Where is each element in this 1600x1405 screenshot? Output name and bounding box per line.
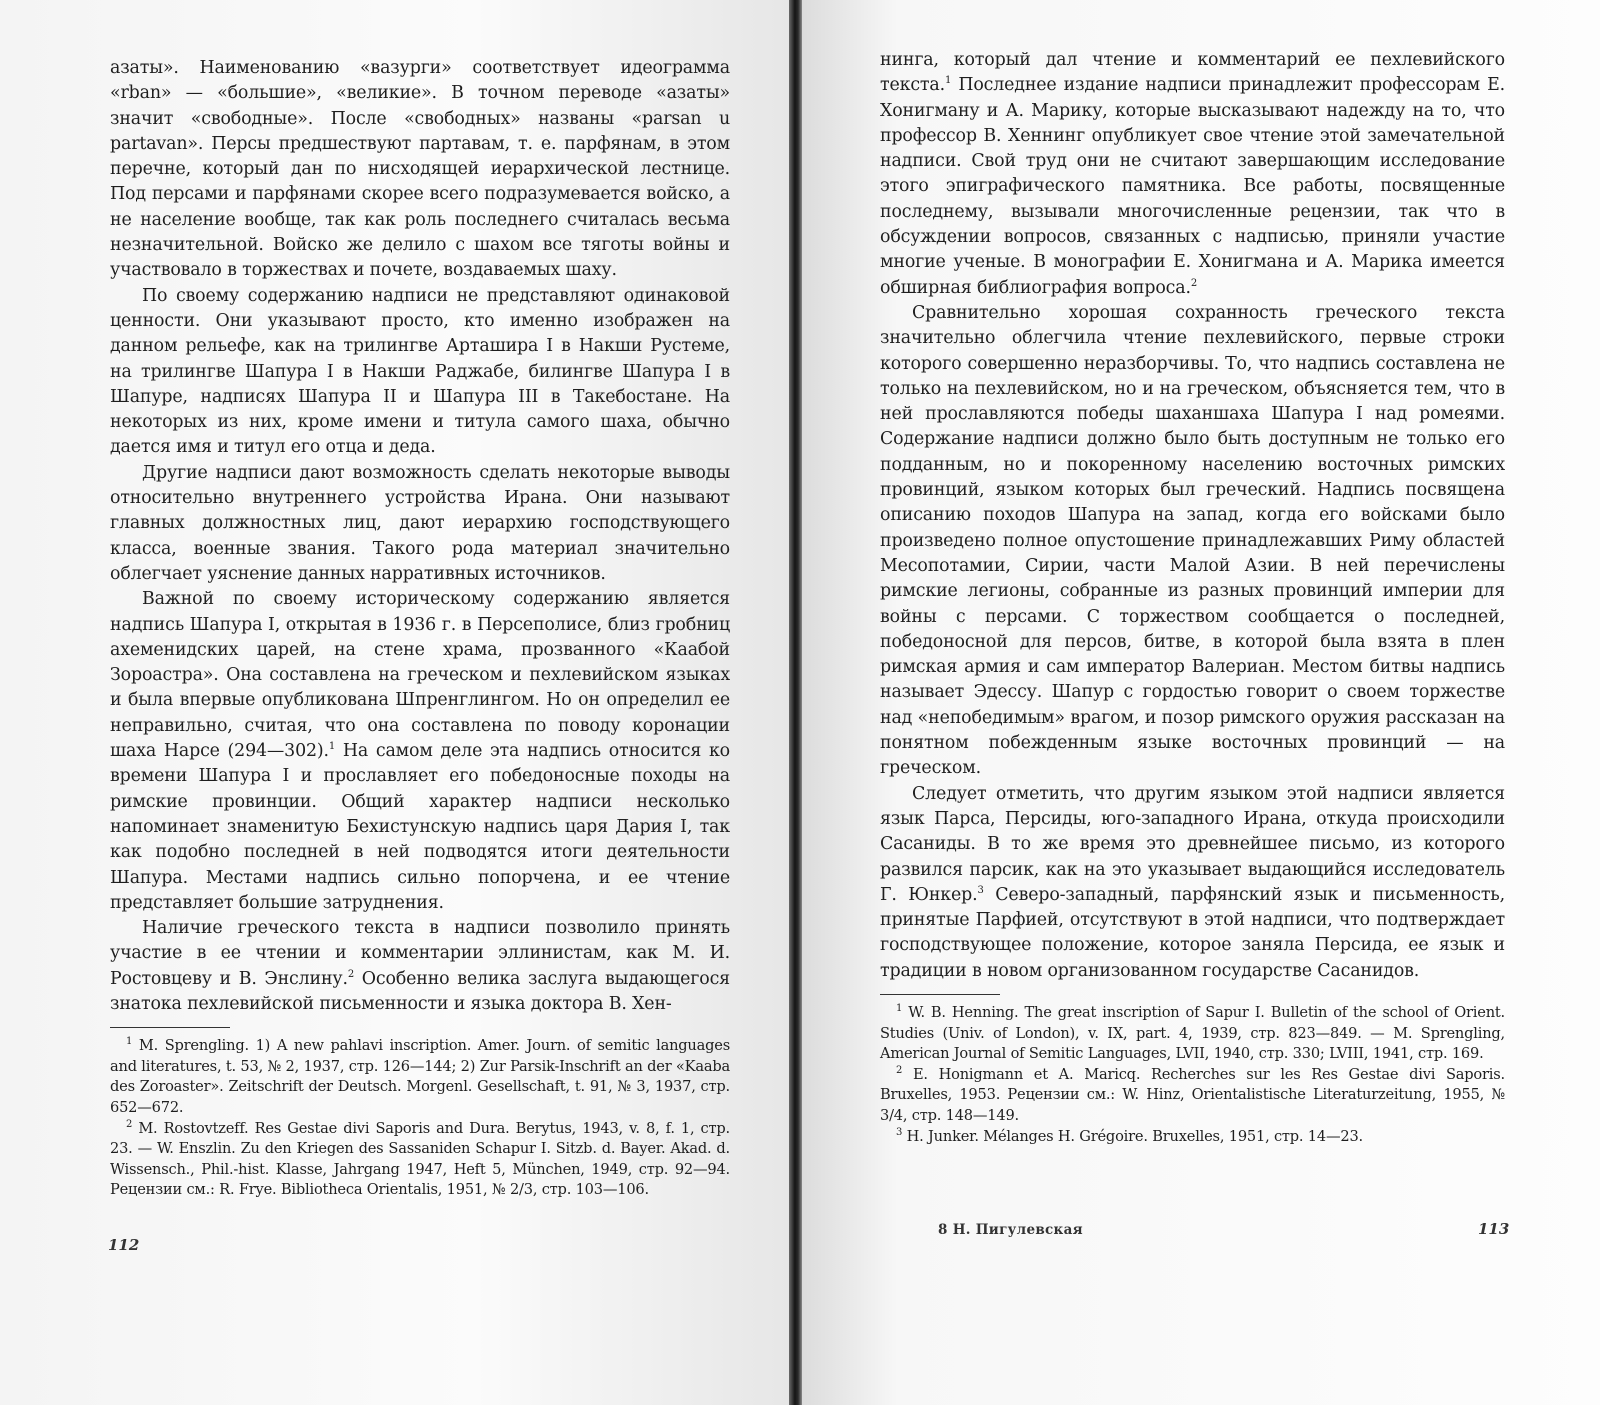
footnote-divider: [880, 994, 1000, 995]
paragraph: азаты». Наименованию «вазурги» соответствует идеограмма «rban» — «большие», «великие». В точном переводе «азаты» значит «свободные». После «свободных» названы «parsan u partavan». Персы предшествуют партавам, т. е. парфянам, в этом перечне, который дан по нисходящей иерархической лестнице. Под персами и парфянами скорее всего подразумевается войско, а не население вообще, так как роль последнего считалась весьма незначительной. Войско же делило с шахом все тяготы войны и участвовало в торжествах и почете, воздаваемых шаху.: [110, 58, 730, 281]
paragraph-text: нинга, который дал чтение и комментарий ее пехлевийского текста.: [880, 50, 1505, 96]
book-gutter: [789, 0, 802, 1405]
footnote-ref: 2: [347, 968, 355, 980]
footnote-mark: 2: [126, 1118, 133, 1130]
footnote-ref: 1: [945, 75, 952, 87]
footnote-mark: 2: [896, 1064, 903, 1076]
paragraph: [110, 587, 730, 916]
paragraph-text: Особенно велика заслуга выдающегося знатока пехлевийской письменности и языка доктора В. Хен-: [110, 968, 730, 1014]
paragraph: По своему содержанию надписи не представляют одинаковой ценности. Они указывают просто, кто именно изображен на данном рельефе, как на трилингве Арташира I в Накши Рустеме, на трилингве Шапура I в Накши Раджабе, билингве Шапура I в Шапуре, надписях Шапура II и Шапура III в Такебостане. На некоторых из них, кроме имени и титула самого шаха, обычно дается имя и титул его отца и деда.: [110, 285, 730, 458]
footnote: [880, 1003, 1505, 1065]
paragraph-text: На самом деле эта надпись относится ко времени Шапура I и прославляет его победоносные походы на римские провинции. Общий характер надписи несколько напоминает знаменитую Бехистунскую надпись царя Дария I, так как подобно последней в ней подводятся итоги деятельности Шапура. Местами надпись сильно попорчена, и ее чтение представляет большие затруднения.: [110, 741, 730, 913]
footnote-text: M. Rostovtzeff. Res Gestae divi Saporis and Dura. Berytus, 1943, v. 8, f. 1, стр. 23. — W. Enszlin. Zu den Kriegen des Sassaniden Schapur I. Sitzb. d. Bayer. Akad. d. Wissensch., Phil.-hist. Klasse, Jahrgang 1947, Heft 5, München, 1949, стр. 92—94. Рецензии см.: R. Frye. Bibliotheca Orientalis, 1951, № 2/3, стр. 103—106.: [110, 1119, 730, 1199]
left-text-column: [110, 56, 730, 1201]
footnote-text: H. Junker. Mélanges H. Grégoire. Bruxelles, 1951, стр. 14—23.: [906, 1127, 1363, 1145]
paragraph: Сравнительно хорошая сохранность греческого текста значительно облегчила чтение пехлевийского, первые строки которого совершенно неразборчивы. То, что надпись составлена не только на пехлевийском, но и на греческом, объясняется тем, что в ней прославляются победы шаханшаха Шапура I над ромеями. Содержание надписи должно было быть доступным не только его подданным, но и покоренному населению восточных римских провинций, языком которых был греческий. Надпись посвящена описанию походов Шапура на запад, когда его войсками было произведено полное опустошение принадлежавших Риму областей Месопотамии, Сирии, части Малой Азии. В ней перечислены римские легионы, собранные из разных провинций империи для войны с персами. С торжеством сообщается о последней, победоносной для персов, битве, в которой была взята в плен римская армия и сам император Валериан. Местом битвы надпись называет Эдессу. Шапур с гордостью говорит о своем торжестве над «непобедимым» врагом, и позор римского оружия рассказан на понятном побежденным языке восточных провинций — на греческом.: [880, 302, 1505, 779]
footnote-ref: 1: [328, 741, 336, 753]
footnote: [880, 1127, 1505, 1148]
paragraph-text: Наличие греческого текста в надписи позволило принять участие в ее чтении и комментарии эллинистам, как М. И. Ростовцеву и В. Энслину.: [110, 918, 730, 989]
paragraph: [880, 48, 1505, 301]
paragraph: Другие надписи дают возможность сделать некоторые выводы относительно внутреннего устройства Ирана. Они называют главных должностных лиц, дают иерархию господствующего класса, военные звания. Такого рода материал значительно облегчает уяснение данных нарративных источников.: [110, 462, 730, 584]
footnote-text: E. Honigmann et A. Maricq. Recherches sur les Res Gestae divi Saporis. Bruxelles, 1953. Рецензии см.: W. Hinz, Orientalistische Literaturzeitung, 1955, № 3/4, стр. 148—149.: [880, 1065, 1505, 1124]
right-text-column: [880, 48, 1505, 1147]
paragraph: [880, 782, 1505, 984]
footnote-mark: 3: [896, 1126, 903, 1138]
footnote-divider: [110, 1027, 230, 1028]
paragraph-text: Важной по своему историческому содержанию является надпись Шапура I, открытая в 1936 г. в Персеполисе, близ гробниц ахеменидских царей, на стене храма, прозванного «Каабой Зороастра». Она составлена на греческом и пехлевийском языках и была впервые опубликована Шпренглингом. Но он определил ее неправильно, считая, что она составлена по поводу коронации шаха Нарсе (294—302).: [110, 589, 730, 762]
footnote-ref: 3: [977, 885, 984, 896]
footnote: [110, 1036, 730, 1118]
footnote-text: M. Sprengling. 1) A new pahlavi inscription. Amer. Journ. of semitic languages and literatures, t. 53, № 2, 1937, стр. 126—144; 2) Zur Parsik-Inschrift an der «Kaaba des Zoroaster». Zeitschrift der Deutsch. Morgenl. Gesellschaft, t. 91, № 3, 1937, стр. 652—672.: [110, 1037, 730, 1117]
footnote-mark: 1: [896, 1003, 903, 1015]
left-page: [0, 0, 793, 1405]
footnote: [880, 1065, 1505, 1127]
footnote: [110, 1119, 730, 1201]
paragraph-text: Последнее издание надписи принадлежит профессорам Е. Хонигману и А. Марику, которые высказывают надежду на то, что профессор В. Хеннинг опубликует свое чтение этой замечательной надписи. Свой труд они не считают завершающим исследование этого эпиграфического памятника. Все работы, посвященные последнему, вызывали многочисленные рецензии, так что в обсуждении вопросов, связанных с надписью, приняли участие многие ученые. В монографии Е. Хонигмана и А. Марика имеется обширная библиография вопроса.: [880, 75, 1505, 298]
page-number: 112: [108, 1236, 140, 1254]
footnote-text: W. B. Henning. The great inscription of Sapur I. Bulletin of the school of Orient. Studies (Univ. of London), v. IX, part. 4, 1939, стр. 823—849. — M. Sprengling, American Journal of Semitic Languages, LVII, 1940, стр. 330; LVIII, 1941, стр. 169.: [880, 1003, 1505, 1063]
footnote-mark: 1: [126, 1036, 133, 1048]
paragraph: [110, 916, 730, 1017]
paragraph-text: Следует отметить, что другим языком этой надписи является язык Парса, Персиды, юго-западного Ирана, откуда происходили Сасаниды. В то же время это древнейшее письмо, из которого развился парсик, как на это указывает выдающийся исследователь Г. Юнкер.: [880, 783, 1505, 905]
footnote-ref: 2: [1190, 277, 1198, 289]
paragraph-text: Северо-западный, парфянский язык и письменность, принятые Парфией, отсутствуют в этой надписи, что подтверждает господствующее положение, которое заняла Персида, ее язык и традиции в новом организованном государстве Сасанидов.: [880, 884, 1505, 981]
printer-signature: 8 Н. Пигулевская: [938, 1222, 1083, 1238]
page-number: 113: [1478, 1220, 1510, 1238]
